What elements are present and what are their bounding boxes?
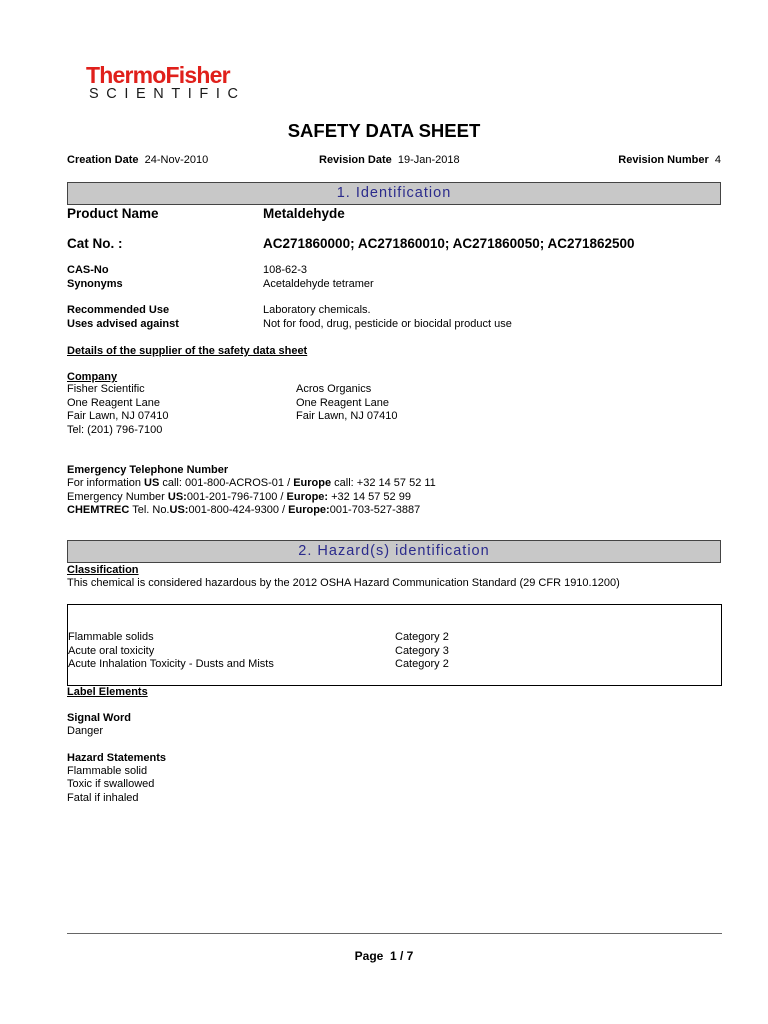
company-line: Fair Lawn, NJ 07410 [67, 410, 169, 423]
text-bold: Europe [293, 477, 332, 489]
creation-date [67, 154, 208, 166]
document-title: SAFETY DATA SHEET [287, 120, 481, 141]
company-line: Tel: (201) 796-7100 [67, 424, 163, 437]
signal-word-label: Signal Word [67, 712, 131, 724]
hazard-statement: Toxic if swallowed [67, 778, 155, 791]
section-1-heading: 1. Identification [67, 182, 721, 205]
uses-advised-against-value: Not for food, drug, pesticide or biocidal product use [263, 318, 512, 330]
revision-date-value: 19-Jan-2018 [397, 154, 460, 166]
page-value: 1 / 7 [390, 949, 414, 963]
company-logo-subtitle: SCIENTIFIC [89, 86, 246, 102]
signal-word-value: Danger [67, 725, 104, 737]
cas-no-value: 108-62-3 [263, 264, 308, 276]
text: Emergency Number [67, 491, 168, 503]
emergency-line-info [67, 477, 436, 489]
supplier-details-heading: Details of the supplier of the safety data sheet [67, 345, 308, 357]
hazard-category: Category 3 [395, 644, 449, 657]
product-name-label: Product Name [67, 206, 159, 221]
section-2-heading: 2. Hazard(s) identification [67, 540, 721, 563]
hazard-name: Acute Inhalation Toxicity - Dusts and Mists [68, 658, 274, 670]
recommended-use-label: Recommended Use [67, 304, 170, 316]
hazard-statement: Flammable solid [67, 765, 148, 777]
revision-date [319, 154, 460, 166]
text-bold: Europe: [288, 504, 330, 516]
emergency-phone-label: Emergency Telephone Number [67, 464, 229, 476]
text: call: 001-800-ACROS-01 / [159, 477, 294, 489]
hazard-names [68, 631, 274, 672]
cat-no-label: Cat No. : [67, 236, 123, 251]
text: For information [67, 477, 145, 489]
text: 001-800-424-9300 / [188, 504, 289, 516]
text-bold: Europe: [286, 491, 329, 503]
revision-number [618, 154, 721, 166]
synonyms-value: Acetaldehyde tetramer [263, 278, 374, 290]
text-bold: US: [167, 491, 187, 503]
text-bold: US: [169, 504, 189, 516]
text: Tel. No. [129, 504, 170, 516]
creation-date-value: 24-Nov-2010 [144, 154, 209, 166]
revision-date-label: Revision Date [319, 154, 392, 166]
hazard-name: Acute oral toxicity [68, 644, 155, 657]
text-bold: CHEMTREC [67, 504, 130, 516]
emergency-line-chemtrec [67, 504, 420, 516]
acros-address [296, 383, 398, 424]
acros-line: Fair Lawn, NJ 07410 [296, 410, 398, 423]
revision-number-value: 4 [714, 154, 721, 166]
classification-label: Classification [67, 564, 139, 576]
revision-number-label: Revision Number [618, 154, 709, 166]
company-line: Fisher Scientific [67, 383, 145, 395]
classification-text: This chemical is considered hazardous by the 2012 OSHA Hazard Communication Standard (29 CFR 1910.1200) [67, 577, 620, 589]
recommended-use-value: Laboratory chemicals. [263, 304, 371, 316]
acros-line: Acros Organics [296, 383, 372, 395]
hazard-statements-list [67, 765, 154, 805]
text: 001-201-796-7100 / [186, 491, 287, 503]
hazard-category: Category 2 [395, 631, 449, 643]
text: call: +32 14 57 52 11 [331, 477, 436, 489]
hazard-name: Flammable solids [68, 631, 154, 643]
company-address [67, 383, 169, 438]
company-label: Company [67, 371, 118, 383]
creation-date-label: Creation Date [67, 154, 139, 166]
acros-line: One Reagent Lane [296, 396, 389, 409]
synonyms-label: Synonyms [67, 278, 123, 290]
cas-no-label: CAS-No [67, 264, 109, 276]
page-indicator [0, 949, 768, 963]
text-bold: US [144, 477, 160, 489]
hazard-statement: Fatal if inhaled [67, 791, 139, 804]
hazard-categories [395, 631, 449, 672]
label-elements-heading: Label Elements [67, 686, 148, 698]
hazard-category: Category 2 [395, 658, 449, 670]
uses-advised-against-label: Uses advised against [67, 318, 179, 330]
text: +32 14 57 52 99 [328, 491, 411, 503]
hazard-statements-label: Hazard Statements [67, 752, 167, 764]
product-name-value: Metaldehyde [263, 206, 345, 221]
company-logo-wordmark: ThermoFisher [86, 62, 230, 88]
page-label: Page [354, 949, 384, 963]
cat-no-value: AC271860000; AC271860010; AC271860050; AC271862500 [263, 236, 635, 251]
text: 001-703-527-3887 [329, 504, 421, 516]
emergency-line-number [67, 491, 411, 503]
footer-divider [67, 933, 722, 934]
company-line: One Reagent Lane [67, 396, 160, 409]
